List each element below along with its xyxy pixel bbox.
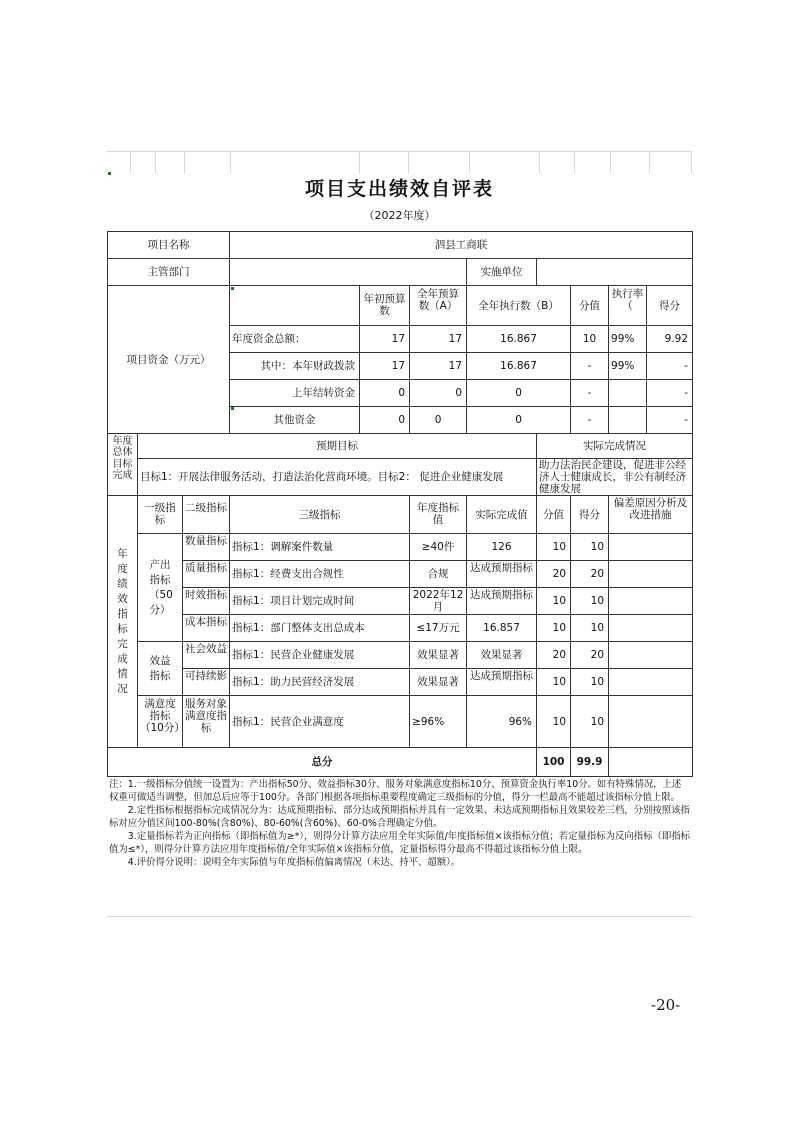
indicator-actual: 达成预期指标 [467, 561, 537, 588]
indicator-target: ≤17万元 [410, 615, 467, 642]
indicator-score: 20 [571, 561, 609, 588]
indicator-deviation [609, 696, 693, 748]
fund-full: 0 [410, 380, 467, 407]
fund-exec: 16.867 [467, 326, 571, 353]
indicator-row [108, 561, 693, 588]
total-row [108, 748, 693, 777]
fund-full: 17 [410, 353, 467, 380]
benefit-group-label: 效益指标 [138, 642, 183, 696]
fund-name: 其他资金 [230, 407, 360, 434]
total-score-value: 100 [537, 748, 571, 777]
project-name-value: 泗县工商联 [230, 232, 693, 259]
funds-score-value-header: 分值 [571, 286, 609, 326]
indicator-level3: 指标1：部门整体支出总成本 [230, 615, 410, 642]
fund-score-value: - [571, 380, 609, 407]
department-row [108, 259, 693, 286]
notes-section [107, 777, 692, 917]
indicator-score-value: 10 [537, 696, 571, 748]
indicator-level3: 指标1：调解案件数量 [230, 534, 410, 561]
indicator-score: 10 [571, 669, 609, 696]
indicator-row [108, 615, 693, 642]
indicator-target: ≥40件 [410, 534, 467, 561]
fund-rate [609, 380, 647, 407]
funds-score-header: 得分 [647, 286, 693, 326]
fund-exec: 0 [467, 380, 571, 407]
total-score: 99.9 [571, 748, 609, 777]
evaluation-table [107, 231, 693, 777]
indicator-target: 合规 [410, 561, 467, 588]
note-item: 注：1.一级指标分值统一设置为：产出指标50分、效益指标30分、服务对象满意度指标10分、预算资金执行率10分。如有特殊情况，上述权重可做适当调整，但加总后应等于100分。各部门根据各项指标重要程度确定三级指标的分值，得分一栏最高不能超过该指标分值上限。 [109, 779, 682, 803]
fund-name: 其中：本年财政拨款 [230, 353, 360, 380]
indicator-score: 10 [571, 588, 609, 615]
fund-exec: 0 [467, 407, 571, 434]
fund-rate: 99% [609, 326, 647, 353]
deviation-header: 偏差原因分析及改进措施 [609, 496, 693, 534]
target-header: 年度指标值 [410, 496, 467, 534]
note-item: 2.定性指标根据指标完成情况分为：达成预期指标、部分达成预期指标并具有一定效果、未达成预期指标且效果较差三档，分别按照该指标对应分值区间100-80%(含80%)、80-60%(含60%)、60-0%合理确定分值。 [109, 805, 690, 829]
fund-initial: 0 [360, 407, 410, 434]
page-number: -20- [651, 996, 681, 1014]
dept-value [230, 259, 467, 286]
unit-label: 实施单位 [467, 259, 537, 286]
indicator-score-value: 10 [537, 588, 571, 615]
indicator-score-value: 10 [537, 669, 571, 696]
cell-marker-icon [231, 287, 234, 290]
fund-rate [609, 407, 647, 434]
fund-score-value: 10 [571, 326, 609, 353]
indicator-row [108, 669, 693, 696]
fund-rate: 99% [609, 353, 647, 380]
indicator-actual: 96% [467, 696, 537, 748]
note-item: 4.评价得分说明：说明全年实际值与年度指标值偏离情况（未达、持平、超额）。 [127, 857, 461, 868]
indicator-deviation [609, 561, 693, 588]
fund-initial: 17 [360, 326, 410, 353]
indicator-actual: 16.857 [467, 615, 537, 642]
fund-name: 上年结转资金 [230, 380, 360, 407]
execution-rate-header: 执行率（ [609, 286, 647, 326]
indicator-deviation [609, 615, 693, 642]
indicator-target: 2022年12月 [410, 588, 467, 615]
indicator-level3: 指标1：经费支出合规性 [230, 561, 410, 588]
fund-score-value: - [571, 407, 609, 434]
goals-label: 年度总体目标完成 [108, 434, 138, 496]
score-header: 得分 [571, 496, 609, 534]
indicator-header-row [108, 496, 693, 534]
dept-label: 主管部门 [108, 259, 230, 286]
fund-name: 年度资金总额： [230, 326, 360, 353]
cell-marker-icon [108, 172, 111, 175]
fund-score: - [647, 380, 693, 407]
actual-header: 实际完成值 [467, 496, 537, 534]
note-item: 3.定量指标若为正向指标（即指标值为≥*），则得分计算方法应用全年实际值/年度指标值×该指标分值；若定量指标为反向指标（即指标值为≤*），则得分计算方法应用年度指标值/全年实际值×该指标分值，定量指标得分最高不得超过该指标分值上限。 [109, 831, 690, 855]
indicator-score-value: 10 [537, 615, 571, 642]
indicator-score: 10 [571, 615, 609, 642]
indicator-score-value: 10 [537, 534, 571, 561]
indicator-target: 效果显著 [410, 669, 467, 696]
indicator-level2: 数量指标 [183, 534, 230, 561]
fund-full: 0 [410, 407, 467, 434]
fund-initial: 17 [360, 353, 410, 380]
indicator-level3: 指标1：项目计划完成时间 [230, 588, 410, 615]
fund-exec: 16.867 [467, 353, 571, 380]
indicator-level2: 质量指标 [183, 561, 230, 588]
cell-marker-icon [231, 407, 234, 410]
total-deviation [609, 748, 693, 777]
full-budget-header: 全年预算数（A） [410, 286, 467, 326]
indicator-level2: 服务对象满意度指标 [183, 696, 230, 748]
indicator-level2: 成本指标 [183, 615, 230, 642]
indicator-deviation [609, 669, 693, 696]
spreadsheet-gridlines [107, 151, 692, 173]
funds-header-blank [230, 286, 360, 326]
indicator-deviation [609, 642, 693, 669]
indicators-label: 年度绩效指标完成情况 [108, 496, 138, 748]
fund-score-value: - [571, 353, 609, 380]
indicator-level3: 指标1：民营企业满意度 [230, 696, 410, 748]
goals-header-row [108, 434, 693, 459]
indicator-score-value: 20 [537, 642, 571, 669]
indicator-level2: 时效指标 [183, 588, 230, 615]
report-year: （2022年度） [363, 209, 436, 222]
indicator-row [108, 696, 693, 748]
expected-goal-header: 预期目标 [138, 434, 537, 459]
level1-header: 一级指标 [138, 496, 183, 534]
level2-header: 二级指标 [183, 496, 230, 534]
indicator-actual: 达成预期指标 [467, 669, 537, 696]
indicator-score: 10 [571, 534, 609, 561]
fund-initial: 0 [360, 380, 410, 407]
fund-full: 17 [410, 326, 467, 353]
indicator-row [108, 642, 693, 669]
score-value-header: 分值 [537, 496, 571, 534]
execution-header: 全年执行数（B） [467, 286, 571, 326]
goals-row [108, 459, 693, 496]
indicator-actual: 效果显著 [467, 642, 537, 669]
unit-value [537, 259, 693, 286]
indicator-level3: 指标1：民营企业健康发展 [230, 642, 410, 669]
page-title: 项目支出绩效自评表 [304, 178, 494, 200]
fund-score: - [647, 407, 693, 434]
evaluation-sheet [107, 151, 692, 917]
fund-score: 9.92 [647, 326, 693, 353]
initial-budget-header: 年初预算数 [360, 286, 410, 326]
indicator-score: 20 [571, 642, 609, 669]
expected-goal-text: 目标1：开展法律服务活动，打造法治化营商环境。目标2： 促进企业健康发展 [138, 459, 537, 496]
indicator-level2: 社会效益 [183, 642, 230, 669]
project-name-row [108, 232, 693, 259]
indicator-level3: 指标1：助力民营经济发展 [230, 669, 410, 696]
indicator-target: ≥96% [410, 696, 467, 748]
funds-header-row [108, 286, 693, 326]
fund-score: - [647, 353, 693, 380]
indicator-target: 效果显著 [410, 642, 467, 669]
level3-header: 三级指标 [230, 496, 410, 534]
indicator-row [108, 588, 693, 615]
satisfaction-group-label: 满意度指标（10分） [138, 696, 183, 748]
funds-label: 项目资金（万元） [108, 286, 230, 434]
output-group-label: 产出指标（50分） [138, 534, 183, 642]
actual-goal-text: 助力法治民企建设，促进非公经济人士健康成长，非公有制经济健康发展 [537, 459, 693, 496]
indicator-score: 10 [571, 696, 609, 748]
indicator-level2: 可持续影 [183, 669, 230, 696]
indicator-deviation [609, 534, 693, 561]
indicator-score-value: 20 [537, 561, 571, 588]
project-name-label: 项目名称 [108, 232, 230, 259]
indicator-row [108, 534, 693, 561]
actual-goal-header: 实际完成情况 [537, 434, 693, 459]
indicator-actual: 126 [467, 534, 537, 561]
indicator-actual: 达成预期指标 [467, 588, 537, 615]
indicator-deviation [609, 588, 693, 615]
total-label: 总分 [108, 748, 537, 777]
